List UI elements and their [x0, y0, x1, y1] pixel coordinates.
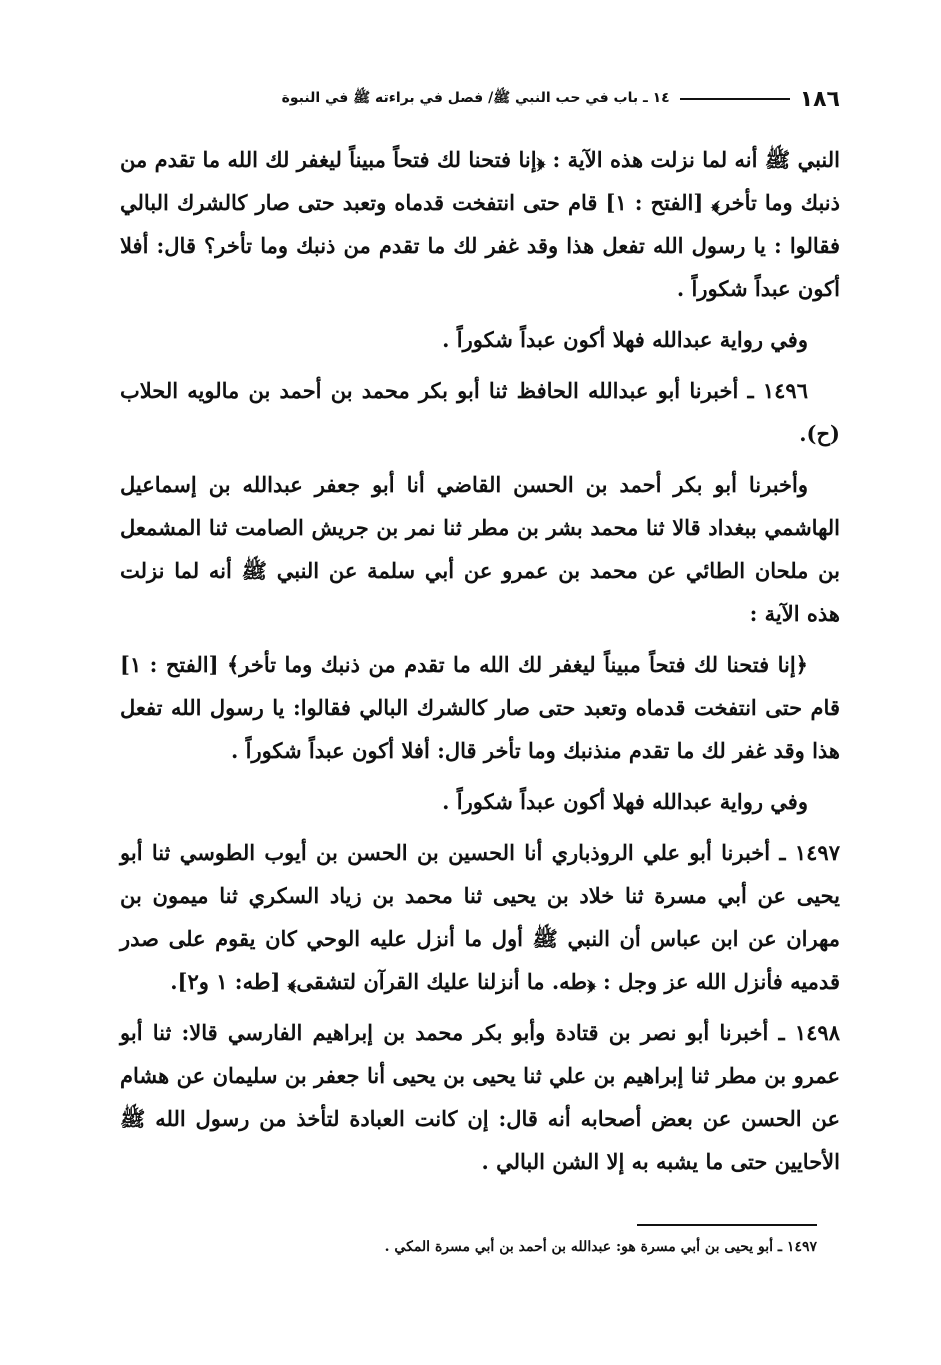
header-rule	[680, 98, 790, 100]
paragraph: ١٤٩٦ ـ أخبرنا أبو عبدالله الحافظ ثنا أبو بكر محمد بن أحمد بن مالويه الحلاب (ح).	[120, 378, 840, 446]
paragraph: ١٤٩٧ ـ أخبرنا أبو علي الروذباري أنا الحسين بن الحسن بن أيوب الطوسي ثنا أبو يحيى عن أبي مسرة ثنا خلاد بن يحيى ثنا محمد بن زياد السكري ثنا ميمون بن مهران عن ابن عباس أن النبي ﷺ أول ما أنزل عليه الوحي كان يقوم على صدر قدميه فأنزل الله عز وجل : ﴿طه. ما أنزلنا عليك القرآن لتشقى﴾ [طه: ١ و٢].	[120, 840, 840, 994]
paragraph: النبي ﷺ أنه لما نزلت هذه الآية : ﴿إنا فتحنا لك فتحاً مبيناً ليغفر لك الله ما تقدم من ذنبك وما تأخر﴾ [الفتح : ١] قام حتى انتفخت قدماه وتعبد حتى صار كالشرك البالي فقالوا : يا رسول الله تفعل هذا وقد غفر لك ما تقدم من ذنبك وما تأخر؟ قال: أفلا أكون عبداً شكوراً .	[120, 147, 840, 301]
page-number: ١٨٦	[799, 86, 840, 112]
paragraph: ١٤٩٨ ـ أخبرنا أبو نصر بن قتادة وأبو بكر محمد بن إبراهيم الفارسي قالا: ثنا أبو عمرو بن مطر ثنا إبراهيم بن علي ثنا يحيى بن يحيى أنا جعفر بن سليمان عن هشام عن الحسن عن بعض أصحابه أنه قال: إن كانت العبادة لتأخذ من رسول الله ﷺ الأحايين حتى ما يشبه به إلا الشن البالي .	[120, 1020, 840, 1174]
body-text	[120, 138, 840, 1191]
paragraph: وأخبرنا أبو بكر أحمد بن الحسن القاضي أنا أبو جعفر عبدالله بن إسماعيل الهاشمي ببغداد قالا ثنا محمد بشر بن مطر ثنا نمر بن جريش الصامت ثنا المشمعل بن ملحان الطائي عن محمد بن عمرو عن أبي سلمة عن النبي ﷺ أنه لما نزلت هذه الآية :	[120, 472, 840, 626]
footnote: ١٤٩٧ ـ أبو يحيى بن أبي مسرة هو: عبدالله بن أحمد بن أبي مسرة المكي .	[384, 1239, 817, 1255]
paragraph: ﴿إنا فتحنا لك فتحاً مبيناً ليغفر لك الله ما تقدم من ذنبك وما تأخر﴾ [الفتح : ١] قام حتى انتفخت قدماه وتعبد حتى صار كالشرك البالي فقالوا: يا رسول الله تفعل هذا وقد غفر لك ما تقدم منذنبك وما تأخر قال: أفلا أكون عبداً شكوراً .	[120, 652, 840, 763]
paragraph: وفي رواية عبدالله فهلا أكون عبداً شكوراً .	[442, 327, 808, 352]
footnote-rule	[637, 1224, 817, 1226]
paragraph: وفي رواية عبدالله فهلا أكون عبداً شكوراً .	[442, 789, 808, 814]
running-head	[100, 84, 840, 114]
running-head-title: ١٤ ـ باب في حب النبي ﷺ/ فصل في براءته ﷺ في النبوة	[281, 90, 670, 106]
